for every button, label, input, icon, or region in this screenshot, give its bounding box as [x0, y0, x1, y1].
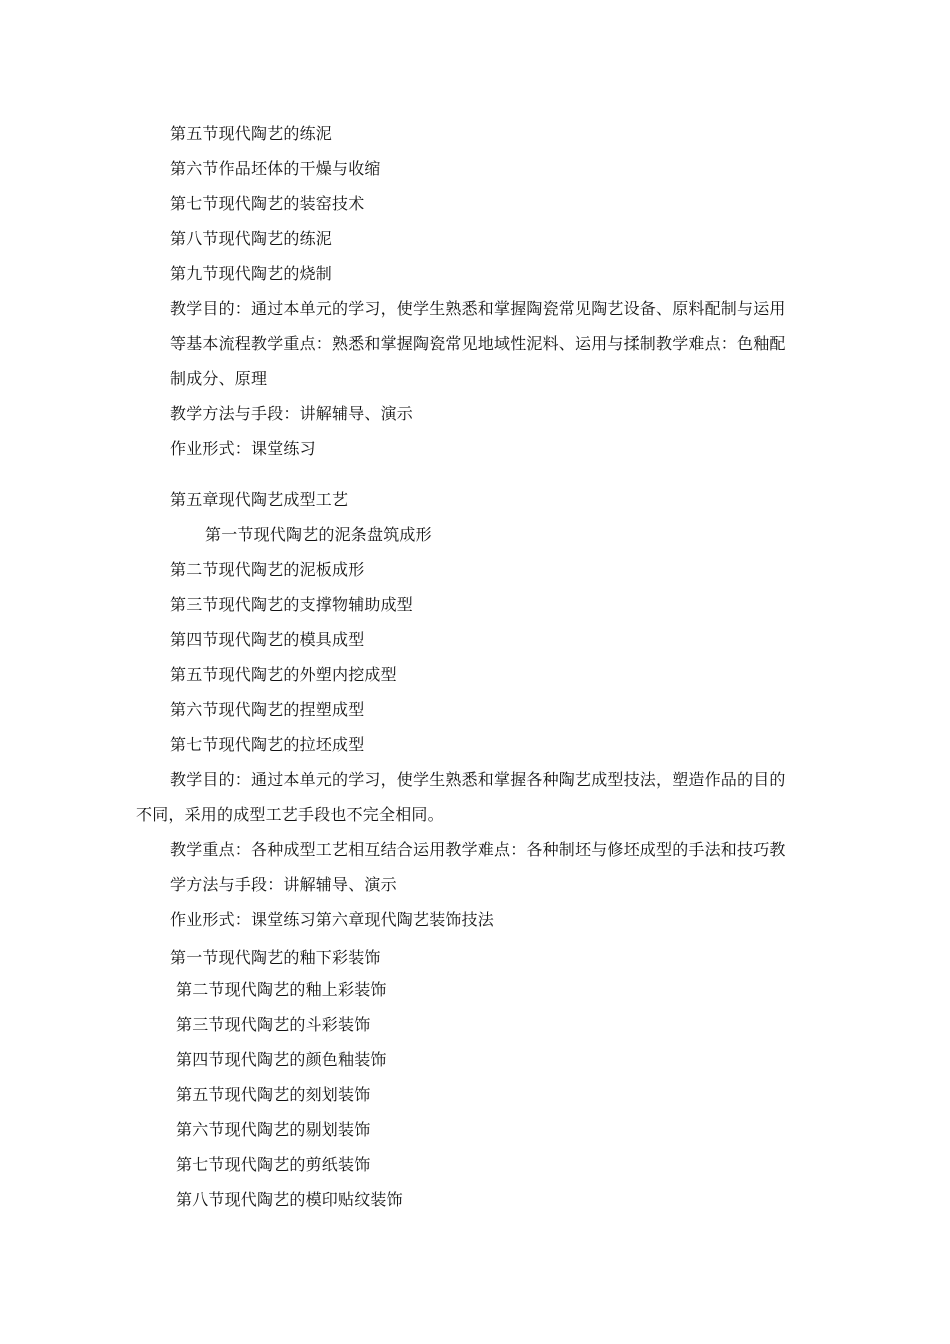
text-line: 第二节现代陶艺的泥板成形	[170, 560, 365, 579]
text-line: 教学目的：通过本单元的学习，使学生熟悉和掌握各种陶艺成型技法，塑造作品的目的	[170, 770, 786, 789]
text-line: 第四节现代陶艺的颜色釉装饰	[176, 1050, 387, 1069]
text-line: 制成分、原理	[170, 369, 268, 388]
text-line: 教学目的：通过本单元的学习，使学生熟悉和掌握陶瓷常见陶艺设备、原料配制与运用	[170, 299, 786, 318]
text-line: 第九节现代陶艺的烧制	[170, 264, 333, 283]
text-line: 第四节现代陶艺的模具成型	[170, 630, 365, 649]
text-line: 第三节现代陶艺的支撑物辅助成型	[170, 595, 414, 614]
text-line: 第六节现代陶艺的捏塑成型	[170, 700, 365, 719]
text-line: 等基本流程教学重点：熟悉和掌握陶瓷常见地域性泥料、运用与揉制教学难点：色釉配	[170, 334, 786, 353]
text-line: 第一节现代陶艺的釉下彩装饰	[170, 948, 381, 967]
text-line: 第八节现代陶艺的模印贴纹装饰	[176, 1190, 403, 1209]
text-line: 第一节现代陶艺的泥条盘筑成形	[205, 525, 432, 544]
text-line: 第五节现代陶艺的外塑内挖成型	[170, 665, 397, 684]
text-line: 作业形式：课堂练习	[170, 439, 316, 458]
text-line: 教学方法与手段：讲解辅导、演示	[170, 404, 414, 423]
text-line: 第七节现代陶艺的装窑技术	[170, 194, 365, 213]
text-line: 第五节现代陶艺的刻划装饰	[176, 1085, 371, 1104]
text-line: 第七节现代陶艺的剪纸装饰	[176, 1155, 371, 1174]
text-line: 教学重点：各种成型工艺相互结合运用教学难点：各种制坯与修坯成型的手法和技巧教	[170, 840, 786, 859]
text-line: 第六节现代陶艺的剔划装饰	[176, 1120, 371, 1139]
text-line: 作业形式：课堂练习第六章现代陶艺装饰技法	[170, 910, 495, 929]
text-line: 学方法与手段：讲解辅导、演示	[170, 875, 397, 894]
text-line: 第三节现代陶艺的斗彩装饰	[176, 1015, 371, 1034]
chapter-heading: 第五章现代陶艺成型工艺	[170, 490, 349, 509]
text-line: 第二节现代陶艺的釉上彩装饰	[176, 980, 387, 999]
text-line: 第七节现代陶艺的拉坯成型	[170, 735, 365, 754]
text-line: 第六节作品坯体的干燥与收缩	[170, 159, 381, 178]
text-line: 第五节现代陶艺的练泥	[170, 124, 333, 143]
text-line: 第八节现代陶艺的练泥	[170, 229, 333, 248]
text-line: 不同，采用的成型工艺手段也不完全相同。	[136, 805, 444, 824]
